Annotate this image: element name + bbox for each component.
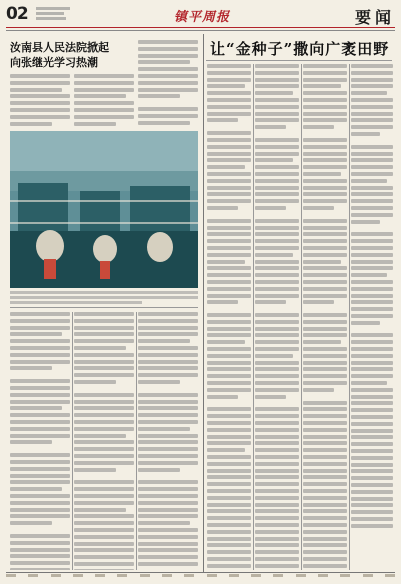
right-divider-3 [349, 64, 350, 570]
left-article-headline [10, 40, 140, 70]
footer-rule [6, 572, 395, 573]
left-lower-divider-1 [72, 312, 73, 570]
header-rule [6, 27, 395, 28]
issue-meta [36, 6, 70, 20]
right-divider-1 [253, 64, 254, 570]
left-lower-rule [10, 307, 198, 308]
footer-ornaments [6, 574, 395, 580]
right-article-col1 [207, 64, 251, 570]
factory-photo [10, 131, 198, 288]
left-article-body-col3 [138, 40, 198, 128]
right-article-col2 [255, 64, 299, 570]
left-headline-line2: 向张继光学习热潮 [10, 56, 98, 69]
page-number: 02 [6, 4, 28, 24]
left-article-body-col2 [74, 74, 134, 128]
right-headline-rule [206, 60, 392, 61]
left-lower-col3 [138, 312, 198, 570]
right-article-col4 [351, 64, 393, 570]
left-headline-line1: 汝南县人民法院掀起 [10, 41, 109, 54]
masthead: 镇平周报 [174, 10, 231, 25]
section-title: 要闻 [354, 8, 395, 27]
right-divider-2 [301, 64, 302, 570]
header-thin-rule [6, 30, 395, 31]
center-divider [203, 34, 204, 572]
right-article-headline: 让“金种子”撒向广袤田野 [210, 40, 390, 58]
left-lower-divider-2 [136, 312, 137, 570]
left-lower-col1 [10, 312, 70, 570]
left-article-body-col1 [10, 74, 70, 128]
page-header [6, 4, 395, 26]
left-lower-col2 [74, 312, 134, 570]
photo-caption [10, 291, 198, 304]
right-article-col3 [303, 64, 347, 570]
